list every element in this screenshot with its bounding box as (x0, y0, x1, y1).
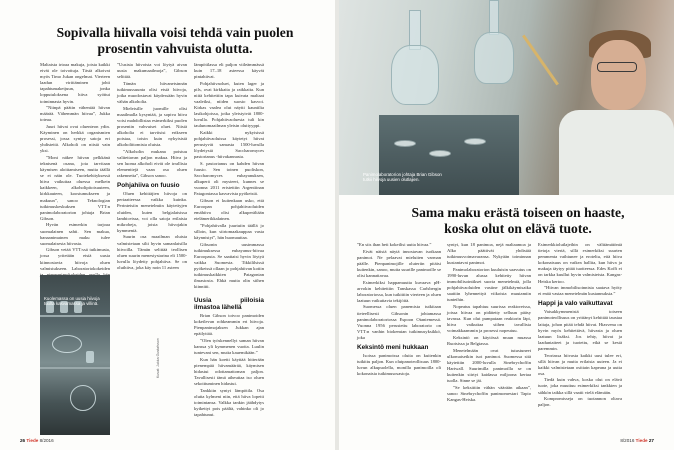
body-paragraph: ”Niinpä päätin vähentää hiivan määrää. Vähemmän hiivaa”, Jukka toteaa. (40, 105, 110, 123)
scientist-photo-caption: Panimolaboratorion johtaja Brian Gibson tutkii hiivoja uusien olutlajien. (363, 172, 442, 183)
left-column-3 (194, 62, 264, 290)
section-heading: Keksintö meni hukkaan (357, 344, 429, 351)
issue-right: 8/2016 (620, 438, 635, 443)
body-paragraph: Kompromisseja on tuotannon oltava paljon. (538, 396, 622, 408)
left-column-4 (194, 294, 264, 437)
right-column-1 (357, 242, 441, 437)
body-paragraph: Teoriassa hiivasta kaikki uusi tulee eri, sillä hiivan ja mutta erilaisia uuteen. Ja ei kaikki valmistetaan osittain kapeana ja uutta osa. (538, 352, 622, 376)
photo-credit: Kuvat: Jukka Gustafsson (156, 338, 160, 378)
body-paragraph: Nopeatus tapahtuu suurissa reaktoreissa, joissa hiivaa on pidätetty selluun pääsy tavassa. Kun olut pumpataan reaktorin läpi, hiiva vaikuttaa siihen tavallista voimakkaammin ja prosessi nopeutuu. (447, 303, 531, 334)
section-heading: Happi ja valo vaikuttavat (538, 300, 613, 308)
body-paragraph: ”En siis ihan heti kokeilisi uutta hiivaa.” (357, 242, 432, 247)
page-number-right: 27 (648, 438, 654, 443)
issue-left: 8/2016 (39, 438, 54, 443)
section-heading: Pohjahiiva on fuusio (117, 182, 180, 190)
body-paragraph: Eivät näistä näytä innostavan isotkaan panimot. Ne pelaavat mieluiten varman päälle. Pienpanimojille oluteriin pitäisi kuitenkin, sanoo, mutta suurille panimoille se olisi kannattavaa. (357, 248, 441, 278)
left-column-2 (117, 62, 187, 437)
body-paragraph: Suurin osa maailman oluista valmistetaan silti hyvin samanlaisilla hiivoilla. Tämän selittää teollisen oluen suurin menestystarina eli 1500-luvulla löydetty pohjahiiva. Se on oluthiiva, joka käy noin 11 asteen (117, 234, 187, 270)
body-paragraph: syntyi, kun 18 panimoa, nejä maltaamoa ja Alko päättivät yhdistää tutkimusvoimavaransa. Nykyään toiminnan kustantavat panimot. (447, 242, 531, 266)
right-headline: Sama maku erästä toiseen on haaste, koska olut on elävä tuote. (411, 205, 625, 236)
body-paragraph: Keksintö on käytössä muun muassa Ruotsissa ja Belgiassa. (447, 334, 531, 346)
body-paragraph: Hyvän esimerkin tarjoaa suomalainen sahti. Sen makua, banaanimainen maku tulee suomalaisesta hiivasta. (40, 222, 110, 246)
body-paragraph: Oluen kehittäjien hiivoja on periaatteessa vaikka kuinka. Perinteisiin menetelmiin käytettyjen oluiden, kuten belgialaisissa lambiceissa, voi olla satoja erilaisia mikrobeja, joista hiivojakin kymmeniä. (117, 191, 187, 233)
body-paragraph: ”Olen työskennellyt saman hiivan kanssa yli kymmenen vuotta. Luulin tuntevani sen, mutta kauemikään.” (194, 337, 264, 356)
body-paragraph: Juuri hiivat ovat oluenteon ydin. Käyminen on herkkä organismien prosessi, jossa syntyy satoja eri yhdisteitä. Alkoholi on niistä vain yksi. (40, 123, 110, 154)
body-paragraph: ”Pohjahiivalla juurtuiin täällä jo silloin, kun siirtomaakauppaa vasta käynnistyi”, hän huomauttaa. (194, 222, 264, 241)
body-paragraph: Tankkiin syntyi lämpötila. Osa olutta kylmeni niin, että hiiva lopetti toimintansa. Valkka tankin jäähdytys kytkettyi pois päältä, vahinko oli jo tapahtunut. (194, 387, 264, 417)
body-paragraph: Suomessa oluen panemista tutkitaan tieteellisesti Gibsonin johtamassa panimolaboratoriossa Espoon Otaniemessä. Vuonna 1956 perustettu laboratorio on VTT:n vanhin biokemian tutkimusyksikkö, joka (357, 304, 441, 340)
body-paragraph: Menetelmään ovat tutustuneet ulkomaisetkin isot panimot. Suomessa sitä käytettiin 2000-luvulla Sinebrychoffin Hartwall. Suurimilla panimoilla se on kuitenkin siirtyi kaidassa miljoona kertaa tuolla. Sinne se jäi. (447, 347, 531, 384)
body-paragraph: S. pastorianus on kahden hiivan fuusio. Sen toinen puoliskon, Saccharomyces eubayanuksen, alkuperä oli mysteeri, kunnes se vuonna 2011 eristettiin Argentiinan Patagoniassa kasvavista pyökeistä. (194, 161, 264, 197)
right-column-2 (447, 242, 531, 437)
right-column-3 (538, 242, 622, 437)
scientist-photo (339, 0, 674, 195)
body-paragraph: Vaisakkymmenistä toiseen panimoteollisuus on yrittänyt kehittää taustaa laitaja, johon pitää tehdä hiivat. Hiasvena on hyvin myös kehitettävä, hiivasta ja oluen laatuun lisäksi. Jos tehty, hiivat ja laaduntaiteet ja tuotettu, eikä se kestä paremmin. (538, 309, 622, 351)
section-heading: Uusia piiloisia ilmastoa lähellä (194, 297, 264, 311)
body-paragraph: ”Hiivan immobilisoinnista saatava hyöty ei enää vastaa menetelmän kustannuksia.” (538, 285, 622, 297)
body-paragraph: ”Alkoholin mukana poistuu valitettavan paljon makua. Hiiva ja sen luoma alkoholi eivät ole irrallisia elementtejä vaan osa oluen rakennetta”, Gibson sanoo. (117, 148, 187, 179)
body-paragraph: Maltaista irtoaa makuja, joista kaikki eivät ole toivottuja. Tästä alkoivat myös Timo Jukan ongelmat. Vierteen laadun virittäminen johti tapahtumaketjuun, jonka lopputuloksena hiiva syöttui toiminnasta hyvin. (40, 62, 110, 104)
body-paragraph: Isoissa panimoissa oluita on kuitenkin tutkittu paljon. Kun olutpanoteollisuus 1800-luvun alkupuolella, monilla panimoilla oli kokonaisia tutkimusosastoja. (357, 353, 441, 377)
body-paragraph: Tiedä kuin vahva, koska olut on elävä tuote, joka muuttuu esimerkiksi tankkien ja sähkön taikka sillä vaatii vielä elämään. (538, 377, 622, 395)
body-paragraph: Gibson vetää VTT:ssä tutkimusta, jossa yritetään etsiä uusia kiinnostavia hiivoja oluen valmistukseen. Laboratoriokokeiden (40, 247, 110, 271)
lab-photo-caption: Kuolemassa on uusia hiivoja tuolta kasvamassa ja villinä. (44, 296, 100, 307)
magazine-name-left: Tiede (26, 438, 39, 443)
body-paragraph: Pohjahiivaoluet, kuten lager ja pils, ovat kirkkaita ja raikkaita. Kun niitä kehitettiin tapa kuivata maltaat vaaleiksi, niiden suosio kasvoi. Kirkas vaalea olut näytti kauniilta lasikohjoissa, jotka yleistyivät 1800-luvulla. Pohjahiivaoluesta tuli kin taulunomaailman yleisin oluttyyppi. (194, 80, 264, 129)
page-number-left: 26 (20, 438, 26, 443)
body-paragraph: Kaikki nykyisissä pohjahiivaoluissa käytetyt hiivat perustyvät samasta 1500-luvulla löydetystä Saccharomyces pastorianus -hiivakannasta. (194, 130, 264, 160)
body-paragraph: Mieleisille juomille olisi maailmalla kysyntää, ja sopiva hiiva voisi mahdollistaa esimerkiksi puolen prosentin vahvuiset oluet. Niistä alkoholia ei tarvitsisi erikseen poistaa, toisin kuin nykyisistä alkoholittomista oluista. (117, 105, 187, 148)
body-paragraph: Esimerkkiolutlajeihin on välttämätöntä tietoja vieriä, sillä esimerkiksi suurten pemmenta vaihtunee ja eroteltu, että hiiva kokonaisuus on vaikea hallita, kun hiiva ja makuja täytyy pitää tuotteessa. Edes Koffi ei on tarkka kuullut hyvin valmisteista. Kangas-Heiska kertoo. (538, 242, 622, 284)
body-paragraph: ”Uusista hiivoista voi löytyä aivan uusia makumaailmoja”, Gibson selittää. (117, 62, 187, 80)
left-footer (20, 438, 54, 443)
body-paragraph: Brian Gibson toivoo panimoiden kokeilevan rohkeammin eri hiivoja. Pienpanimojaksen Jukkan ajan epäilyttää. (194, 313, 264, 337)
left-column-1 (40, 62, 110, 274)
magazine-name-right: Tiede (635, 438, 648, 443)
body-paragraph: ”Moni näkee hiivan pelkkänä teknisenä osana, jota tarvitaan käymisen aloittamiseen, mutta täällä se ei näin ole. Tuotekehityksessä hiiva vaikuttaa oluessa melkein kaikkeen, alkoholipitoisuuteen, kirkkauteen, koostumukseen ja makuun”, sanoo Teknologian tutkimuskeskuksen VTT:n panimolaboratorion johtaja Brian Gibson. (40, 154, 110, 221)
body-paragraph: Panimolaboratorion kuuluisin saavutus on 1990-luvun alussa kehitetty hiivan immobilisointikset suoria menetelmiä, jolla pohjahiivaoluiden vastine jälkikäymisaika saattiin lyhennettyä viikoista muutamiin tunteihin. (447, 266, 531, 303)
body-paragraph: Gibsonin uusimmassa tutkimuksessa eubayanus-hiivaa Euroopasta. Se saattaisi hyvin löytyä vaikka Suomesta. Tikkililsissä pyökeissä ollaan jo pohjahiivan kotiin tutkimuskaikkien Patagonian ilmastosta. Ehkä mutta olin siihen kiinnitti. (194, 241, 264, 290)
body-paragraph: Kun hän koetti käyttää hitterään pienempää hiivamäärää, käymisen hidastui odottamattoman paljon. Tavallisesti tämä aiheuttaa iso oluen sekoittuminen hidastui. (194, 356, 264, 387)
right-footer (620, 438, 654, 443)
body-paragraph: lämpötilassa eli paljon viileämmässä kuin 17–18 asteessa käyvät pintahiivat. (194, 62, 264, 80)
body-paragraph: Gibson ei kuitenkaan usko, että Euroopan pohjahiivaoluiden emähiiva olisi alkuperältään etelämerikkalainen. (194, 198, 264, 222)
body-paragraph: ”Se keksittiin vähän väärään aikaan”, sanoo Sinebrychoffin panimomestari Tapio Kangas-Heiska. (447, 384, 531, 402)
body-paragraph: Esimerkiksi happamuutta kuvaava pH-arvokin kehitettiin Tanskassa Carlsbergin laboratoriossa, kun tutkittiin vierteen ja oluen laatuun vaikuttavia tekijöitä. (357, 279, 441, 303)
left-headline: Sopivalla hiivalla voisi tehdä vain puolen prosentin vahvuista oluttа. (56, 25, 294, 56)
body-paragraph: Tämän hiivanetsinnän tutkimussuunta olisi etsiä hiivoja, jotka muodostavat käydessään hyvin vähän alkoholia. (117, 80, 187, 105)
